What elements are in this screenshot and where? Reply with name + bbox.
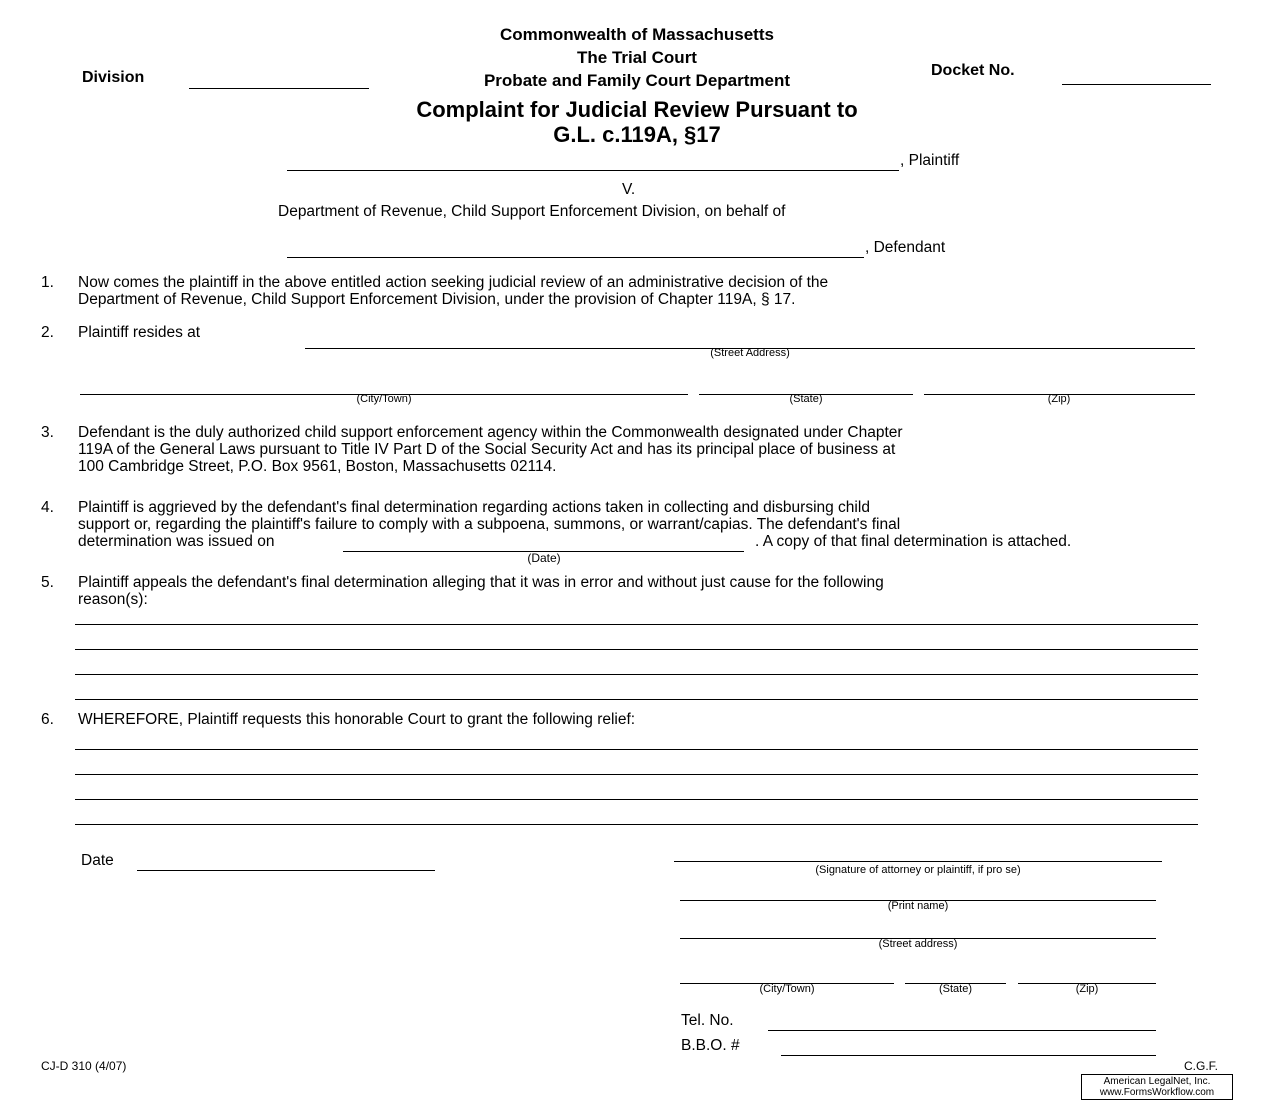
print-name-caption: (Print name) [887,900,949,912]
item-4-line2: support or, regarding the plaintiff's failure to comply with a subpoena, summons, or warrant/capias. The defendant's final [78,516,901,533]
department-on-behalf: Department of Revenue, Child Support Enforcement Division, on behalf of [278,203,786,220]
defendant-name-field[interactable] [287,257,864,258]
docket-label: Docket No. [931,62,1015,79]
reasons-line-1[interactable] [75,624,1198,625]
court-name: Commonwealth of Massachusetts [500,25,774,44]
bbo-field[interactable] [781,1055,1156,1056]
zip-caption: (Zip) [1047,393,1071,405]
bbo-label: B.B.O. # [681,1037,740,1054]
item-2-number: 2. [41,324,54,341]
date-label: Date [81,852,114,869]
defendant-label: , Defendant [865,239,946,256]
signature-date-field[interactable] [137,870,435,871]
item-5-line2: reason(s): [78,591,148,608]
versus-label: V. [622,181,636,198]
signature-zip-caption: (Zip) [1075,983,1099,995]
signature-state-caption: (State) [938,983,972,995]
item-5-line1: Plaintiff appeals the defendant's final determination alleging that it was in error and without just cause for the following [78,574,884,591]
state-caption: (State) [789,393,823,405]
publisher-box [1081,1074,1233,1100]
item-4-line3-start: determination was issued on [78,533,275,550]
signature-city-caption: (City/Town) [759,983,815,995]
relief-line-3[interactable] [75,799,1198,800]
division-label: Division [82,69,145,86]
tel-field[interactable] [768,1030,1156,1031]
determination-date-caption: (Date) [527,551,561,565]
item-4-line1: Plaintiff is aggrieved by the defendant's final determination regarding actions taken in collecting and disbursing child [78,499,870,516]
tel-label: Tel. No. [681,1012,734,1029]
item-3-line1: Defendant is the duly authorized child support enforcement agency within the Commonwealth designated under Chapter [78,424,903,441]
item-6-number: 6. [41,711,54,728]
form-initials: C.G.F. [1184,1059,1219,1073]
trial-court: The Trial Court [577,48,697,67]
street-address-caption: (Street Address) [710,347,790,359]
signature-caption: (Signature of attorney or plaintiff, if pro se) [815,864,1021,876]
signature-street-caption: (Street address) [878,938,958,950]
division-field[interactable] [189,88,369,89]
form-title-line1: Complaint for Judicial Review Pursuant to [416,97,858,122]
form-title-line2: G.L. c.119A, §17 [553,122,721,147]
reasons-line-3[interactable] [75,674,1198,675]
item-3-line2: 119A of the General Laws pursuant to Title IV Part D of the Social Security Act and has its principal place of business at [78,441,896,458]
item-1-line2: Department of Revenue, Child Support Enforcement Division, under the provision of Chapter 119A, § 17. [78,291,796,308]
item-1-number: 1. [41,274,54,291]
reasons-line-4[interactable] [75,699,1198,700]
plaintiff-label: , Plaintiff [900,152,960,169]
relief-line-1[interactable] [75,749,1198,750]
item-1-line1: Now comes the plaintiff in the above entitled action seeking judicial review of an administrative decision of the [78,274,829,291]
item-4-line3-end: . A copy of that final determination is attached. [755,533,1072,550]
item-4-number: 4. [41,499,54,516]
item-3-line3: 100 Cambridge Street, P.O. Box 9561, Boston, Massachusetts 02114. [78,458,557,475]
item-3-number: 3. [41,424,54,441]
item-6-text: WHEREFORE, Plaintiff requests this honorable Court to grant the following relief: [78,711,636,728]
court-department: Probate and Family Court Department [483,71,791,90]
item-2-text: Plaintiff resides at [78,324,201,341]
city-town-caption: (City/Town) [356,393,412,405]
plaintiff-name-field[interactable] [287,170,899,171]
publisher-name: American LegalNet, Inc. [1103,1076,1211,1087]
reasons-line-2[interactable] [75,649,1198,650]
relief-line-4[interactable] [75,824,1198,825]
item-5-number: 5. [41,574,54,591]
form-code: CJ-D 310 (4/07) [41,1059,127,1073]
relief-line-2[interactable] [75,774,1198,775]
docket-field[interactable] [1062,84,1211,85]
signature-field[interactable] [674,861,1162,862]
publisher-url: www.FormsWorkflow.com [1099,1087,1215,1098]
